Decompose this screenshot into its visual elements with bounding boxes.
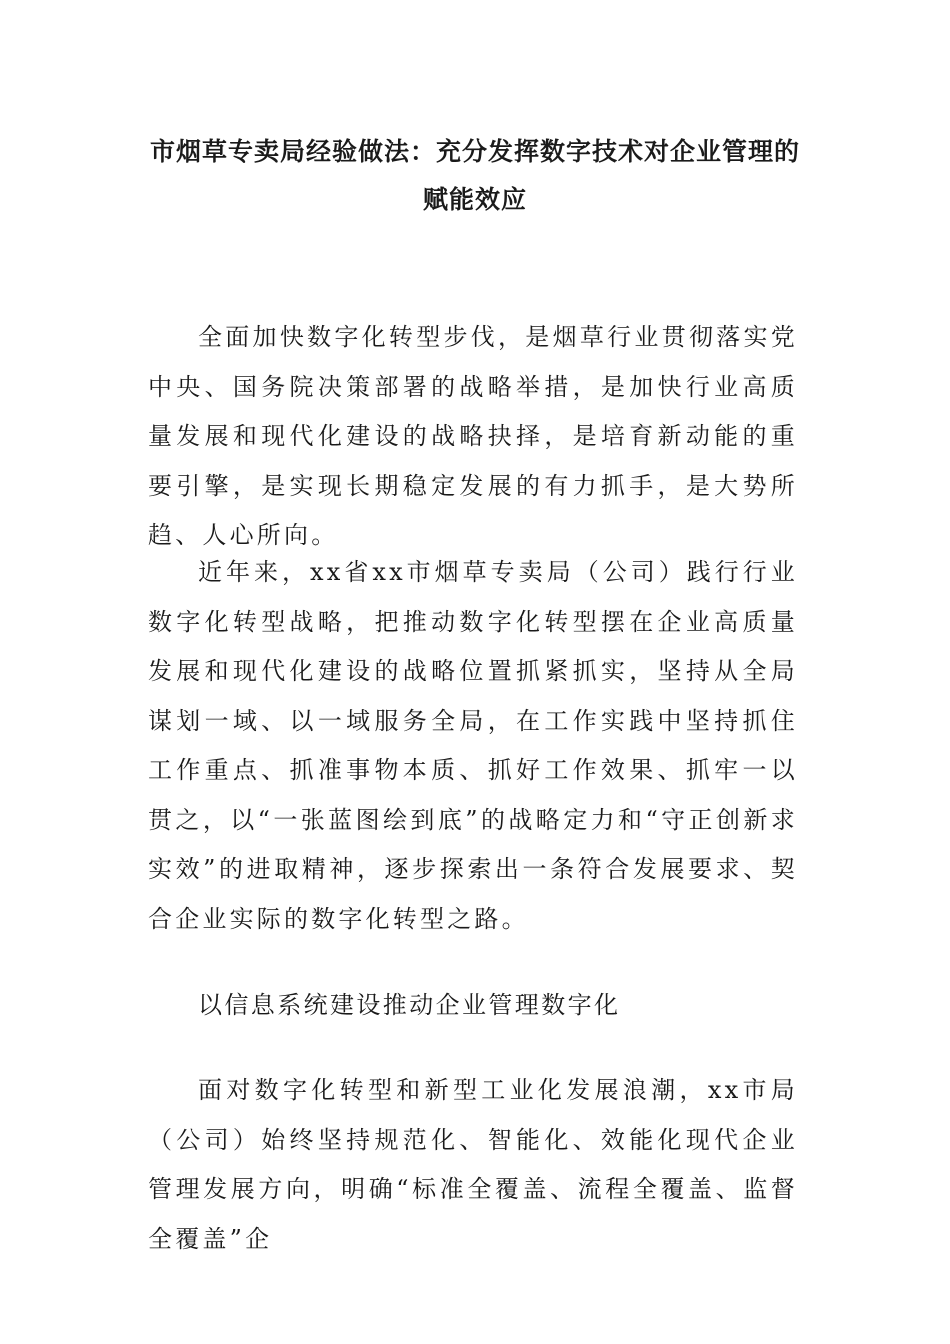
paragraph-background: 近年来，xx省xx市烟草专卖局（公司）践行行业数字化转型战略，把推动数字化转型摆在企业高质量发展和现代化建设的战略位置抓紧抓实，坚持从全局谋划一域、以一域服务全局，在工作实践中坚持抓住工作重点、抓准事物本质、抓好工作效果、抓牢一以贯之，以“一张蓝图绘到底”的战略定力和“守正创新求实效”的进取精神，逐步探索出一条符合发展要求、契合企业实际的数字化转型之路。 (148, 558, 798, 933)
paragraph-intro: 全面加快数字化转型步伐，是烟草行业贯彻落实党中央、国务院决策部署的战略举措，是加快行业高质量发展和现代化建设的战略抉择，是培育新动能的重要引擎，是实现长期稳定发展的有力抓手，是大势所趋、人心所向。 (148, 323, 798, 549)
document-title: 市烟草专卖局经验做法：充分发挥数字技术对企业管理的赋能效应 (149, 137, 800, 214)
section-heading: 以信息系统建设推动企业管理数字化 (198, 991, 621, 1019)
paragraph-section-body: 面对数字化转型和新型工业化发展浪潮，xx市局（公司）始终坚持规范化、智能化、效能化现代企业管理发展方向，明确“标准全覆盖、流程全覆盖、监督全覆盖”企 (148, 1076, 798, 1253)
